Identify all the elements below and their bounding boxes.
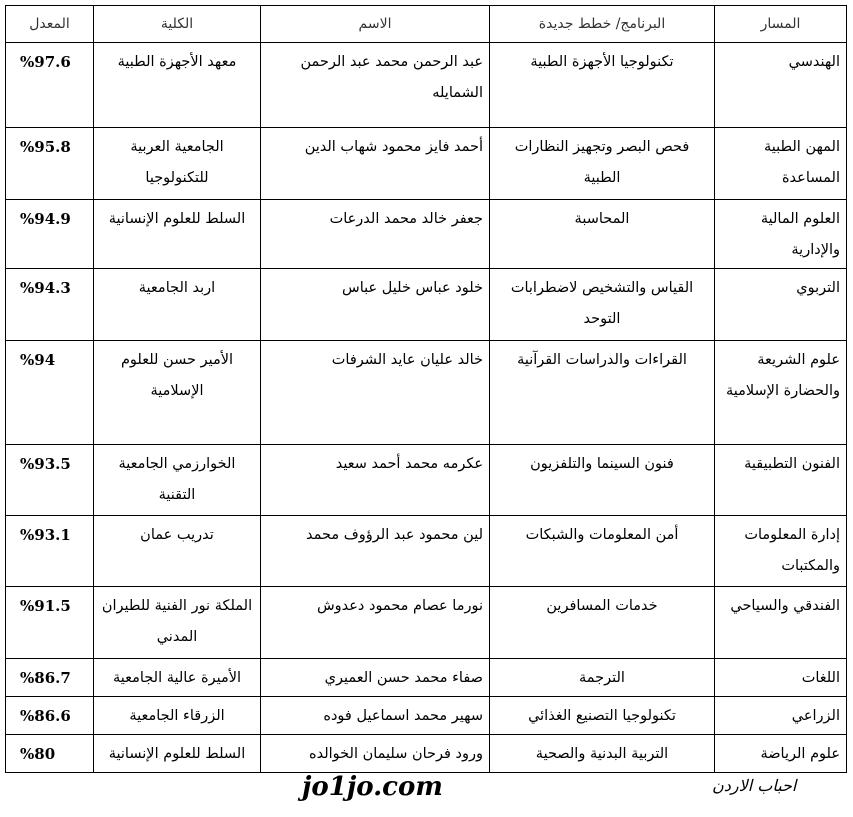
header-path: المسار bbox=[715, 6, 847, 43]
cell-rate: %80 bbox=[6, 735, 94, 773]
cell-name: لين محمود عبد الرؤوف محمد bbox=[261, 516, 490, 587]
header-college: الكلية bbox=[94, 6, 261, 43]
cell-program: المحاسبة bbox=[490, 200, 715, 269]
table-row bbox=[6, 341, 847, 445]
cell-program: فحص البصر وتجهيز النظارات الطبية bbox=[490, 128, 715, 200]
cell-rate: %86.7 bbox=[6, 659, 94, 697]
table-row bbox=[6, 516, 847, 587]
header-name: الاسم bbox=[261, 6, 490, 43]
cell-name: سهير محمد اسماعيل فوده bbox=[261, 697, 490, 735]
cell-college: تدريب عمان bbox=[94, 516, 261, 587]
cell-college: الأميرة عالية الجامعية bbox=[94, 659, 261, 697]
cell-college: الجامعية العربية للتكنولوجيا bbox=[94, 128, 261, 200]
cell-rate: %93.5 bbox=[6, 445, 94, 516]
cell-name: عبد الرحمن محمد عبد الرحمن الشمايله bbox=[261, 43, 490, 128]
cell-college: الزرقاء الجامعية bbox=[94, 697, 261, 735]
cell-path: المهن الطبية المساعدة bbox=[715, 128, 847, 200]
cell-rate: %95.8 bbox=[6, 128, 94, 200]
cell-program: القياس والتشخيص لاضطرابات التوحد bbox=[490, 269, 715, 341]
header-row bbox=[6, 6, 847, 43]
cell-program: تكنولوجيا التصنيع الغذائي bbox=[490, 697, 715, 735]
table-row bbox=[6, 43, 847, 128]
cell-college: السلط للعلوم الإنسانية bbox=[94, 735, 261, 773]
cell-program: فنون السينما والتلفزيون bbox=[490, 445, 715, 516]
table-row bbox=[6, 587, 847, 659]
cell-path: الهندسي bbox=[715, 43, 847, 128]
table-row bbox=[6, 128, 847, 200]
cell-rate: %91.5 bbox=[6, 587, 94, 659]
cell-name: جعفر خالد محمد الدرعات bbox=[261, 200, 490, 269]
cell-rate: %94 bbox=[6, 341, 94, 445]
site-watermark: jo1jo.com bbox=[302, 772, 443, 802]
cell-rate: %94.9 bbox=[6, 200, 94, 269]
cell-name: خلود عباس خليل عباس bbox=[261, 269, 490, 341]
cell-college: الخوارزمي الجامعية التقنية bbox=[94, 445, 261, 516]
cell-college: اربد الجامعية bbox=[94, 269, 261, 341]
cell-path: الفندقي والسياحي bbox=[715, 587, 847, 659]
header-program: البرنامج/ خطط جديدة bbox=[490, 6, 715, 43]
cell-program: خدمات المسافرين bbox=[490, 587, 715, 659]
results-table bbox=[5, 5, 847, 773]
cell-path: الفنون التطبيقية bbox=[715, 445, 847, 516]
table-row bbox=[6, 445, 847, 516]
cell-college: الأمير حسن للعلوم الإسلامية bbox=[94, 341, 261, 445]
cell-name: أحمد فايز محمود شهاب الدين bbox=[261, 128, 490, 200]
cell-rate: %94.3 bbox=[6, 269, 94, 341]
footer-note: احباب الاردن bbox=[712, 776, 797, 795]
cell-program: أمن المعلومات والشبكات bbox=[490, 516, 715, 587]
table-row bbox=[6, 697, 847, 735]
table-row bbox=[6, 735, 847, 773]
cell-rate: %86.6 bbox=[6, 697, 94, 735]
cell-name: صفاء محمد حسن العميري bbox=[261, 659, 490, 697]
cell-rate: %93.1 bbox=[6, 516, 94, 587]
cell-path: الزراعي bbox=[715, 697, 847, 735]
header-rate: المعدل bbox=[6, 6, 94, 43]
cell-name: خالد عليان عايد الشرفات bbox=[261, 341, 490, 445]
cell-path: اللغات bbox=[715, 659, 847, 697]
cell-path: علوم الرياضة bbox=[715, 735, 847, 773]
table-row bbox=[6, 659, 847, 697]
cell-program: تكنولوجيا الأجهزة الطبية bbox=[490, 43, 715, 128]
cell-path: إدارة المعلومات والمكتبات bbox=[715, 516, 847, 587]
cell-path: علوم الشريعة والحضارة الإسلامية bbox=[715, 341, 847, 445]
cell-name: ورود فرحان سليمان الخوالده bbox=[261, 735, 490, 773]
cell-rate: %97.6 bbox=[6, 43, 94, 128]
cell-college: الملكة نور الفنية للطيران المدني bbox=[94, 587, 261, 659]
cell-path: العلوم المالية والإدارية bbox=[715, 200, 847, 269]
cell-college: معهد الأجهزة الطبية bbox=[94, 43, 261, 128]
cell-program: التربية البدنية والصحية bbox=[490, 735, 715, 773]
cell-name: عكرمه محمد أحمد سعيد bbox=[261, 445, 490, 516]
cell-program: القراءات والدراسات القرآنية bbox=[490, 341, 715, 445]
cell-name: نورما عصام محمود دعدوش bbox=[261, 587, 490, 659]
cell-college: السلط للعلوم الإنسانية bbox=[94, 200, 261, 269]
cell-path: التربوي bbox=[715, 269, 847, 341]
table-row bbox=[6, 200, 847, 269]
cell-program: الترجمة bbox=[490, 659, 715, 697]
table-row bbox=[6, 269, 847, 341]
